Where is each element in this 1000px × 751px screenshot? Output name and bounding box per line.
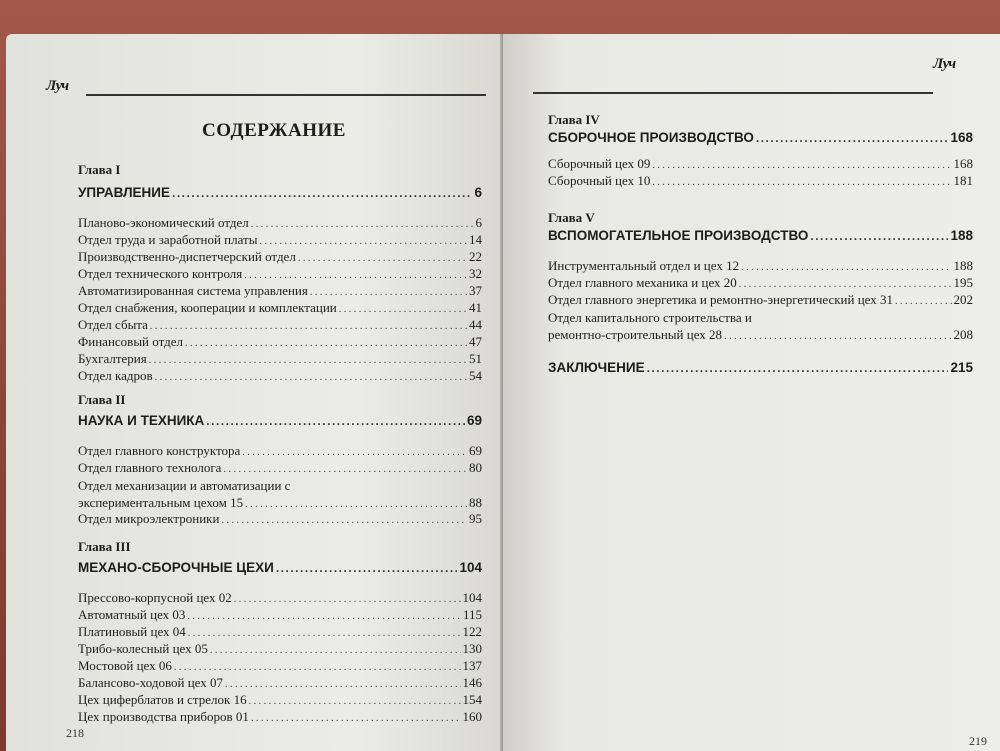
toc-entry: Отдел капитального строительства и ремонтно-строительный цех 28 . . . 208 [548, 309, 973, 345]
toc-entry: Цех циферблатов и стрелок 16 . . . 154 [78, 692, 482, 708]
chapter-title: СБОРОЧНОЕ ПРОИЗВОДСТВО ..... 168 [548, 130, 973, 145]
toc-entry: Отдел труда и заработной платы . . . 14 [78, 232, 482, 248]
toc-entry: Сборочный цех 09 . . . 168 [548, 156, 973, 172]
open-book [6, 34, 1000, 751]
publisher-logo: Луч [46, 78, 69, 94]
left-page [6, 34, 503, 751]
toc-entry: Балансово-ходовой цех 07 . . . 146 [78, 675, 482, 691]
toc-entry: Отдел сбыта . . . 44 [78, 317, 482, 333]
chapter-title: ВСПОМОГАТЕЛЬНОЕ ПРОИЗВОДСТВО ..... 188 [548, 228, 973, 243]
right-page [503, 34, 1000, 751]
toc-entry: Мостовой цех 06 . . . 137 [78, 658, 482, 674]
chapter-title: МЕХАНО-СБОРОЧНЫЕ ЦЕХИ ..... 104 [78, 560, 482, 575]
chapter-title: НАУКА И ТЕХНИКА ..... 69 [78, 413, 482, 428]
toc-entry: Отдел снабжения, кооперации и комплектации . . . 41 [78, 300, 482, 316]
toc-entry: Сборочный цех 10 . . . 181 [548, 173, 973, 189]
toc-entry: Трибо-колесный цех 05 . . . 130 [78, 641, 482, 657]
chapter-label: Глава III [78, 539, 131, 554]
toc-entry: Прессово-корпусной цех 02 . . . 104 [78, 590, 482, 606]
chapter-label: Глава IV [548, 112, 600, 127]
chapter-label: Глава I [78, 162, 121, 177]
header-rule [86, 94, 486, 96]
toc-entry: Бухгалтерия . . . 51 [78, 351, 482, 367]
toc-entry: Платиновый цех 04 . . . 122 [78, 624, 482, 640]
toc-entry: Отдел главного механика и цех 20 . . . 195 [548, 275, 973, 291]
chapter-title: УПРАВЛЕНИЕ ..... 6 [78, 185, 482, 200]
toc-entry: Автоматизированная система управления . . . 37 [78, 283, 482, 299]
conclusion-title: ЗАКЛЮЧЕНИЕ ..... 215 [548, 360, 973, 375]
toc-entry: Производственно-диспетчерский отдел . . . 22 [78, 249, 482, 265]
toc-entry: Автоматный цех 03 . . . 115 [78, 607, 482, 623]
toc-entry: Отдел микроэлектроники . . . 95 [78, 511, 482, 527]
page-number: 218 [66, 726, 84, 740]
toc-entry: Отдел технического контроля . . . 32 [78, 266, 482, 282]
toc-entry: Финансовый отдел . . . 47 [78, 334, 482, 350]
toc-entry: Планово-экономический отдел . . . 6 [78, 215, 482, 231]
page-title: СОДЕРЖАНИЕ [202, 120, 346, 141]
page-number: 219 [969, 734, 987, 748]
toc-entry: Инструментальный отдел и цех 12 . . . 188 [548, 258, 973, 274]
toc-entry: Отдел механизации и автоматизации с экспериментальным цехом 15 . . . 88 [78, 477, 482, 513]
toc-entry: Отдел главного технолога . . . 80 [78, 460, 482, 476]
chapter-label: Глава II [78, 392, 126, 407]
publisher-logo: Луч [933, 56, 956, 72]
toc-entry: Отдел кадров . . . 54 [78, 368, 482, 384]
toc-entry: Отдел главного энергетика и ремонтно-энергетический цех 31 . . . 202 [548, 292, 973, 308]
header-rule [533, 92, 933, 94]
toc-entry: Отдел главного конструктора . . . 69 [78, 443, 482, 459]
toc-entry: Цех производства приборов 01 . . . 160 [78, 709, 482, 725]
chapter-label: Глава V [548, 210, 595, 225]
